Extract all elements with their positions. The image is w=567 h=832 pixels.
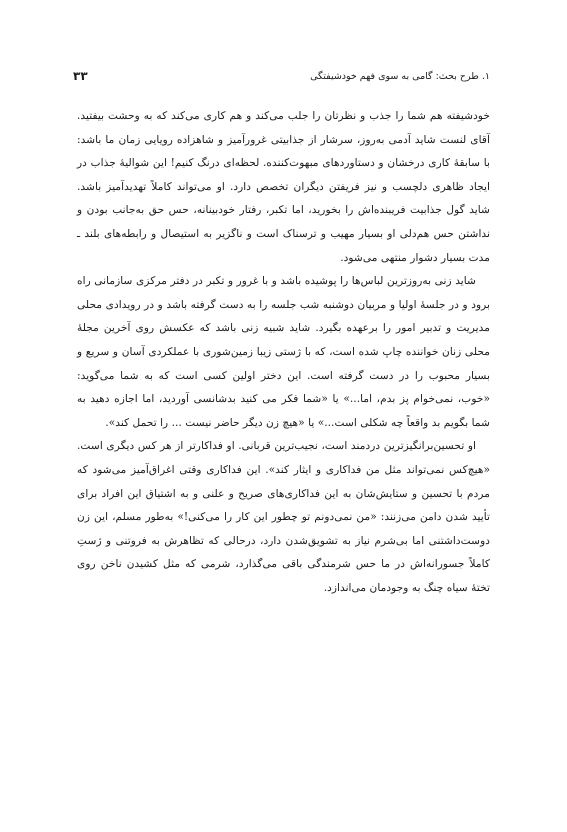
body-text [77, 104, 490, 599]
page-number: ۳۳ [73, 69, 88, 83]
paragraph-3: او تحسین‌برانگیزترین دردمند است، نجیب‌ترین قربانی. او فداکارتر از هر کس دیگری است. «هیچ‌کس نمی‌تواند مثل من فداکاری و ایثار کند». این فداکاری وقتی اغراق‌آمیز می‌شود که مردم با تحسین و ستایش‌شان به این فداکاری‌های صریح و علنی و به اشتیاق این افراد برای تأیید شدن دامن می‌زنند: «من نمی‌دونم تو چطور این کار را می‌کنی!» به‌طور مسلم، این زن دوست‌داشتنی اما بی‌شرم نیاز به تشویق‌شدن دارد، درحالی که تظاهرش به فروتنی و ژستِ کاملاً جسورانه‌اش در ما حس شرمندگی باقی می‌گذارد، شرمی که مثل کشیدن ناخن روی تختهٔ سیاه چنگ به وجودمان می‌اندازد. [77, 439, 490, 594]
paragraph-1: خودشیفته هم شما را جذب و نظرتان را جلب می‌کند و هم کاری می‌کند که به وحشت بیفتید. آقای لنست شاید آدمی به‌روز، سرشار از جذابیتی غرورآمیز و شاهزاده رویایی زمان ما باشد: با سابقهٔ کاری درخشان و دستاوردهای مبهوت‌کننده. لحظه‌ای درنگ کنیم! این شوالیهٔ جذاب در ایجاد ظاهری دلچسب و نیز فریفتن دیگران تخصص دارد. او می‌تواند کاملاً تهدیدآمیز باشد. شاید گول جذابیت فریبنده‌اش را بخورید، اما تکبر، رفتار خودبینانه، حس حق به‌جانب بودن و نداشتن حس هم‌دلی او بسیار مهیب و ترسناک است و ناگزیر به استیصال و رابطه‌های بلند ـ مدت بسیار دشوار منتهی می‌شود. [77, 109, 490, 264]
page-header [73, 66, 490, 86]
paragraph-2: شاید زنی به‌روزترین لباس‌ها را پوشیده باشد و با غرور و تکبر در دفتر مرکزی سازمانی راه برود و در جلسهٔ اولیا و مربیان دوشنبه شب جلسه را به دست گرفته باشد و در رویدادی محلی مدیریت و تدبیر امور را برعهده بگیرد. شاید شبیه زنی باشد که عکسش روی آخرین مجلهٔ محلی زنان خواننده چاپ شده است، که با ژستی زیبا زمین‌شوری با عملکردی آسان و سریع و بسیار محبوب را در دست گرفته است. این دختر اولین کسی است که به شما می‌گوید: «خوب، نمی‌خوام پز بدم، اما...» یا «شما فکر می کنید بدشانسی آوردید، اما اجازه دهید به شما بگویم بد واقعاً چه شکلی است...» یا «هیچ زن دیگر حاضر نیست ... را تحمل کند». [77, 274, 490, 429]
running-title: ۱. طرح بحث: گامی به سوی فهم خودشیفتگی [310, 70, 490, 82]
